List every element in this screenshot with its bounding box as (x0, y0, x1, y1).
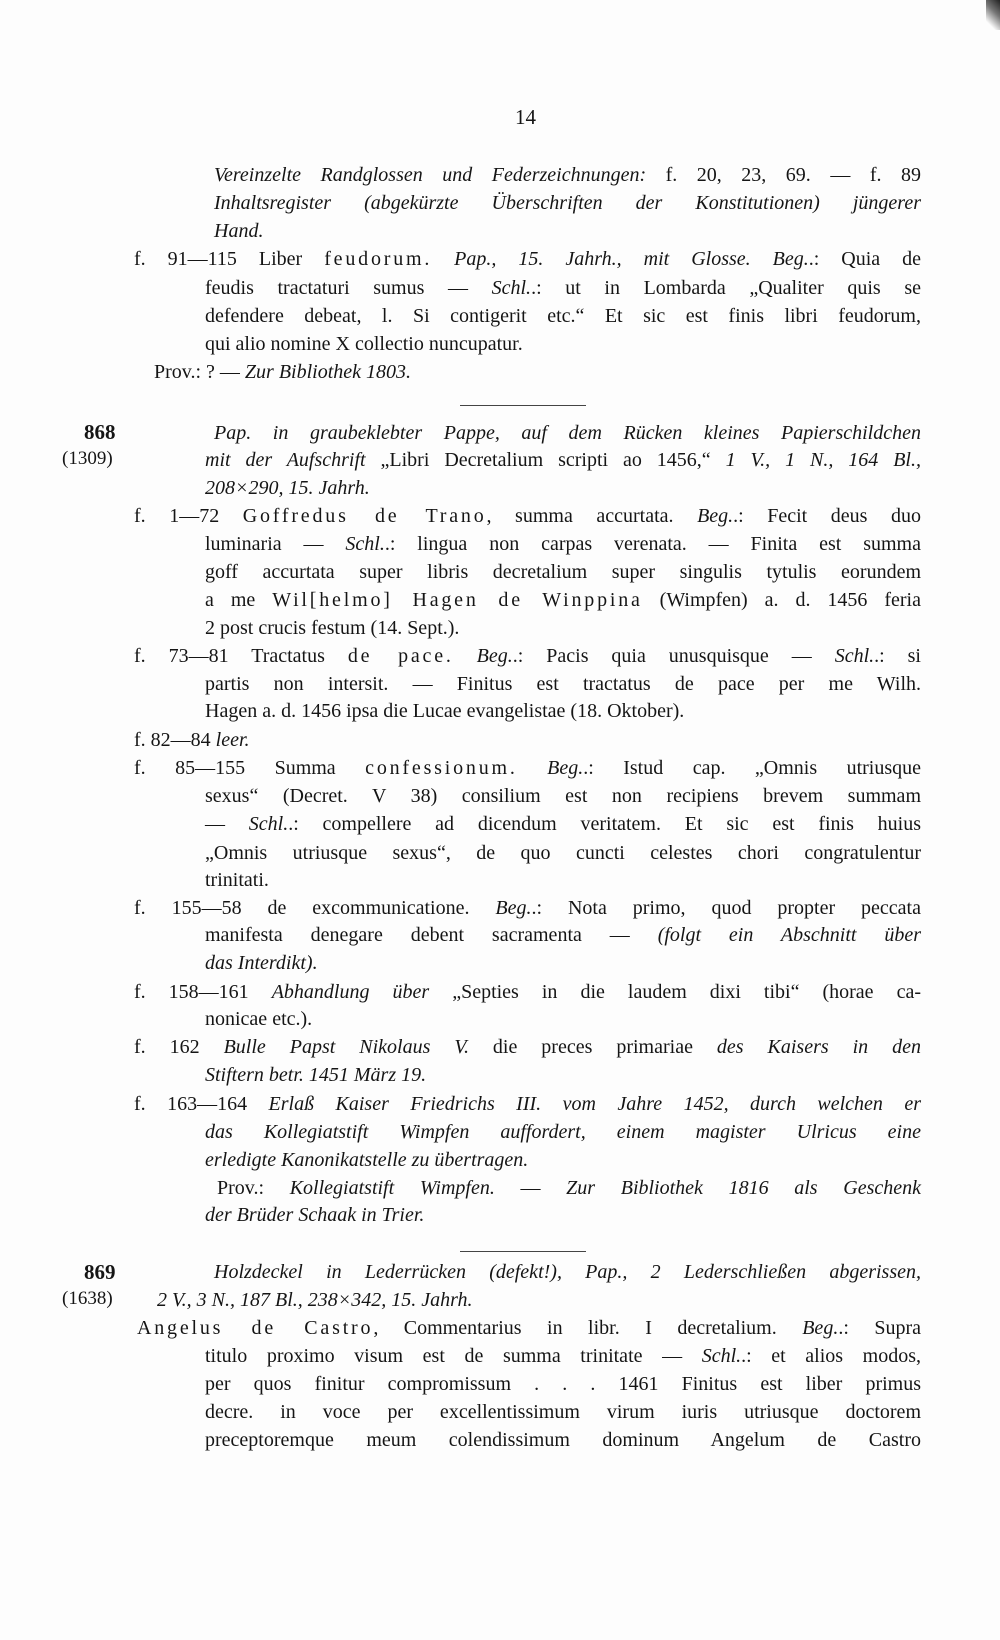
text-line (205, 1371, 921, 1397)
italic-text: (folgt ein Abschnitt über (657, 924, 922, 946)
text-segment: .: si (874, 645, 921, 667)
italic-text: Schl. (491, 277, 532, 299)
text-segment: partis non intersit. — Finitus est tractatus de pace per me Wilh. (205, 673, 921, 695)
italic-text: Beg. (802, 1317, 839, 1339)
text-line (134, 1091, 921, 1117)
scan-edge-shadow (986, 0, 1000, 30)
italic-text: Bulle Papst Nikolaus V. (223, 1036, 469, 1058)
italic-text: mit der Aufschrift (205, 449, 381, 471)
entry-number: 869 (84, 1260, 116, 1284)
text-line (205, 1062, 426, 1088)
italic-text: leer. (215, 729, 250, 751)
spaced-title: Angelus de Castro (137, 1317, 374, 1339)
text-segment: per quos finitur compromissum . . . 1461 Finitus est liber primus (205, 1373, 921, 1395)
text-segment: feudis tractaturi sumus — (205, 277, 492, 299)
text-segment: , summa accurtata. (486, 505, 698, 527)
italic-text: 208×290, 15. Jahrh. (205, 477, 370, 499)
text-segment: , Commentarius in libr. I decretalium. (373, 1317, 803, 1339)
text-segment: a me (205, 589, 273, 611)
text-line (217, 1175, 921, 1201)
text-line (205, 1119, 921, 1145)
text-segment: .: Istud cap. „Omnis utriusque (583, 757, 922, 779)
page-number: 14 (515, 105, 536, 129)
italic-text: Erlaß Kaiser Friedrichs III. vom Jahre 1452, durch welchen er (268, 1093, 922, 1115)
text-segment: Prov.: (217, 1177, 290, 1199)
entry-signature: (1638) (62, 1288, 113, 1309)
text-segment: .: Nota primo, quod propter peccata (531, 897, 921, 919)
text-segment: „Libri Decretalium scripti ao 1456,“ (380, 449, 726, 471)
entry-signature: (1309) (62, 448, 113, 469)
text-segment: — (494, 1177, 567, 1199)
text-line (134, 979, 921, 1005)
text-line (205, 698, 684, 724)
text-line (205, 867, 269, 893)
text-segment: f. 1—72 (134, 505, 243, 527)
text-segment: f. 20, 23, 69. — f. 89 (646, 164, 921, 186)
text-line (205, 531, 921, 557)
text-segment: titulo proximo visum est de summa trinitate — (205, 1345, 702, 1367)
italic-text: Schl. (345, 533, 385, 555)
text-line (154, 359, 411, 385)
text-line (205, 1147, 528, 1173)
text-segment: f. 163—164 (134, 1093, 269, 1115)
text-segment: .: compellere ad dicendum veritatem. Et sic est finis huius (288, 813, 921, 835)
italic-text: erledigte Kanonikatstelle zu übertragen. (205, 1149, 529, 1171)
text-segment: f. 162 (134, 1036, 224, 1058)
text-line (134, 727, 250, 753)
text-line (157, 1287, 473, 1313)
text-segment: f. 73—81 Tractatus (134, 645, 348, 667)
text-line (214, 218, 263, 244)
text-line (205, 275, 921, 301)
text-segment (454, 645, 477, 667)
entry-number: 868 (84, 420, 116, 444)
text-line (205, 303, 921, 329)
section-divider (460, 1251, 586, 1252)
text-line (134, 755, 921, 781)
italic-text: Vereinzelte Randglossen und Federzeichnungen: (214, 164, 647, 186)
spaced-title: de pace. (347, 645, 454, 667)
text-segment: luminaria — (205, 533, 346, 555)
text-line (134, 246, 921, 272)
italic-text: Schl. (248, 813, 289, 835)
text-line (205, 840, 921, 866)
italic-text: Schl. (834, 645, 875, 667)
text-line (214, 1259, 921, 1285)
text-segment: f. 85—155 Summa (134, 757, 366, 779)
text-line (205, 1427, 921, 1453)
text-segment (518, 757, 547, 779)
text-segment: .: Fecit deus duo (733, 505, 921, 527)
italic-text: Holzdeckel in Lederrücken (defekt!), Pap., 2 Lederschließen abgerissen, (214, 1261, 921, 1283)
text-segment: trinitati. (205, 869, 269, 891)
text-line (134, 643, 921, 669)
text-line (134, 503, 921, 529)
text-segment: .: lingua non carpas verenata. — Finita est summa (384, 533, 921, 555)
text-segment: .: Supra (838, 1317, 922, 1339)
text-line (205, 950, 318, 976)
spaced-title: confessionum. (365, 757, 518, 779)
text-segment: decre. in voce per excellentissimum virum iuris utriusque doctorem (205, 1401, 921, 1423)
italic-text: Inhaltsregister (abgekürzte Überschriften der Konstitutionen) jüngerer (214, 192, 921, 214)
italic-text: der Brüder Schaak in Trier. (205, 1204, 425, 1226)
italic-text: Beg. (772, 248, 809, 270)
italic-text: Abhandlung über (271, 981, 430, 1003)
section-divider (460, 405, 586, 406)
text-segment: .: ut in Lombarda „Qualiter quis se (531, 277, 921, 299)
italic-text: Beg. (476, 645, 513, 667)
text-segment: f. 155—58 de excommunicatione. (134, 897, 496, 919)
text-segment: .: Pacis quia unusquisque — (512, 645, 835, 667)
text-line (205, 559, 921, 585)
text-segment: „Septies in die laudem dixi tibi“ (horae ca- (429, 981, 921, 1003)
text-segment: f. 82—84 (134, 729, 216, 751)
italic-text: Beg. (697, 505, 734, 527)
text-segment: defendere debeat, l. Si contigerit etc.“ Et sic est finis libri feudorum, (205, 305, 921, 327)
text-segment: f. 158—161 (134, 981, 272, 1003)
text-line (214, 162, 921, 188)
text-line (214, 420, 921, 446)
text-segment (432, 248, 454, 270)
italic-text: Schl. (701, 1345, 742, 1367)
spaced-title: feudorum. (324, 248, 433, 270)
italic-text: Hand. (214, 220, 264, 242)
italic-text: 1 V., 1 N., 164 Bl., (725, 449, 921, 471)
italic-text: 2 V., 3 N., 187 Bl., 238×342, 15. Jahrh. (157, 1289, 473, 1311)
italic-text: Pap. in graubeklebter Pappe, auf dem Rücken kleines Papierschildchen (214, 422, 921, 444)
text-segment: (Wimpfen) a. d. 1456 feria (642, 589, 921, 611)
italic-text: Stiftern betr. 1451 März 19. (205, 1064, 427, 1086)
text-segment: manifesta denegare debent sacramenta — (205, 924, 658, 946)
text-segment: .: et alios modos, (741, 1345, 921, 1367)
text-segment: goff accurtata super libris decretalium super singulis tytulis eorundem (205, 561, 921, 583)
text-line (214, 190, 921, 216)
italic-text: des Kaisers in den (716, 1036, 922, 1058)
text-line (205, 922, 921, 948)
text-line (134, 895, 921, 921)
text-segment: — (205, 813, 249, 835)
text-segment: 2 post crucis festum (14. Sept.). (205, 617, 460, 639)
text-line (205, 331, 523, 357)
text-line (205, 587, 921, 613)
text-line (205, 811, 921, 837)
text-segment: Prov.: ? — (154, 361, 245, 383)
text-segment: Hagen a. d. 1456 ipsa die Lucae evangelistae (18. Oktober). (205, 700, 685, 722)
spaced-title: Wil[helmo] Hagen de Winppina (272, 589, 643, 611)
text-line (205, 1006, 312, 1032)
text-segment: qui alio nomine X collectio nuncupatur. (205, 333, 523, 355)
spaced-title: Goffredus de Trano (242, 505, 487, 527)
text-segment: sexus“ (Decret. V 38) consilium est non recipiens brevem summam (205, 785, 921, 807)
italic-text: Kollegiatstift Wimpfen. (289, 1177, 495, 1199)
italic-text: Zur Bibliothek 1803. (244, 361, 412, 383)
text-line (205, 671, 921, 697)
text-segment: f. 91—115 Liber (134, 248, 325, 270)
text-line (134, 1034, 921, 1060)
text-segment: nonicae etc.). (205, 1008, 313, 1030)
italic-text: das Interdikt). (205, 952, 318, 974)
text-line (205, 1399, 921, 1425)
text-segment: die preces primariae (468, 1036, 717, 1058)
text-segment: .: Quia de (808, 248, 922, 270)
italic-text: Pap., 15. Jahrh., mit Glosse. (454, 248, 751, 270)
text-line (205, 615, 459, 641)
italic-text: das Kollegiatstift Wimpfen auffordert, einem magister Ulricus eine (205, 1121, 921, 1143)
italic-text: Beg. (495, 897, 532, 919)
italic-text: Beg. (547, 757, 584, 779)
text-segment: preceptoremque meum colendissimum dominum Angelum de Castro (205, 1429, 921, 1451)
text-segment: „Omnis utriusque sexus“, de quo cuncti celestes chori congratulentur (205, 842, 921, 864)
text-segment (751, 248, 773, 270)
text-line (205, 1202, 424, 1228)
text-line (205, 1343, 921, 1369)
italic-text: Zur Bibliothek 1816 als Geschenk (566, 1177, 921, 1199)
text-line (205, 783, 921, 809)
text-line (137, 1315, 921, 1341)
text-line (205, 475, 370, 501)
text-line (205, 447, 921, 473)
